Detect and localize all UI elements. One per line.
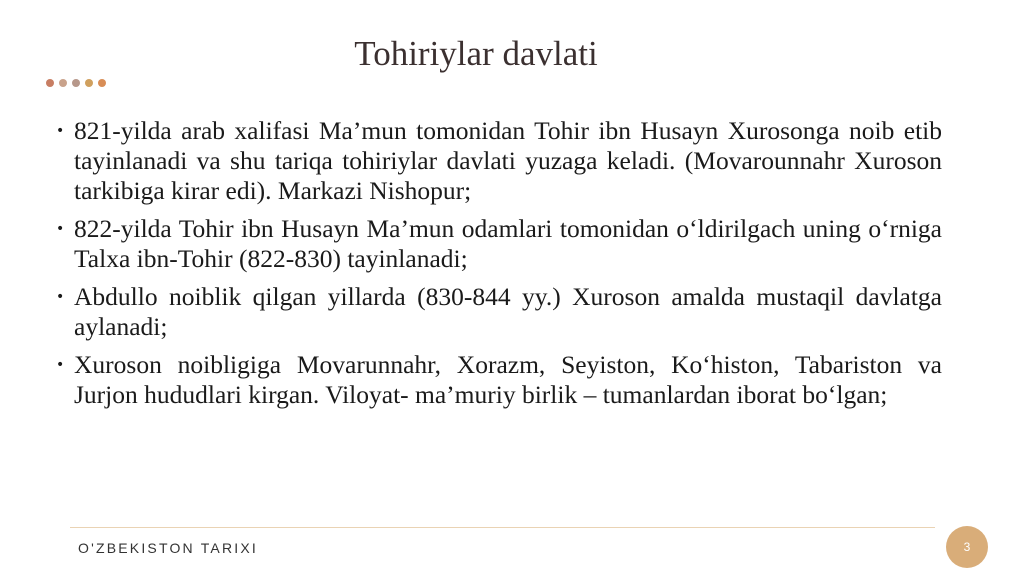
bullet-text: Abdullo noiblik qilgan yillarda (830-844 yy.) Xuroson amalda mustaqil davlatga aylanadi; [74, 282, 942, 341]
bullet-text: Xuroson noibligiga Movarunnahr, Xorazm, Seyiston, Ko‘histon, Tabariston va Jurjon hududlari kirgan. Viloyat- ma’muriy birlik – tumanlardan iborat bo‘lgan; [74, 350, 942, 409]
bullet-text: 821-yilda arab xalifasi Ma’mun tomonidan Tohir ibn Husayn Xurosonga noib etib tayinlanadi va shu tariqa tohiriylar davlati yuzaga keladi. (Movarounnahr Xuroson tarkibiga kirar edi). Markazi Nishopur; [74, 116, 942, 205]
decorative-dot [46, 79, 54, 87]
bullet-item [56, 116, 942, 206]
bullet-item [56, 214, 942, 274]
slide-title: Tohiriylar davlati [354, 34, 598, 73]
page-number-badge: 3 [946, 526, 988, 568]
bullet-item [56, 282, 942, 342]
decorative-dot [72, 79, 80, 87]
decorative-dot [85, 79, 93, 87]
footer-divider [70, 527, 935, 528]
footer-text: O'ZBEKISTON TARIXI [78, 540, 258, 556]
decorative-dots [46, 79, 106, 87]
bullet-marker: • [56, 221, 65, 237]
bullet-marker: • [56, 357, 65, 373]
decorative-dot [59, 79, 67, 87]
bullet-item [56, 350, 942, 410]
bullet-list [56, 116, 942, 418]
decorative-dot [98, 79, 106, 87]
bullet-marker: • [56, 289, 65, 305]
bullet-marker: • [56, 123, 65, 139]
bullet-text: 822-yilda Tohir ibn Husayn Ma’mun odamlari tomonidan o‘ldirilgach uning o‘rniga Talxa ibn-Tohir (822-830) tayinlanadi; [74, 214, 942, 273]
